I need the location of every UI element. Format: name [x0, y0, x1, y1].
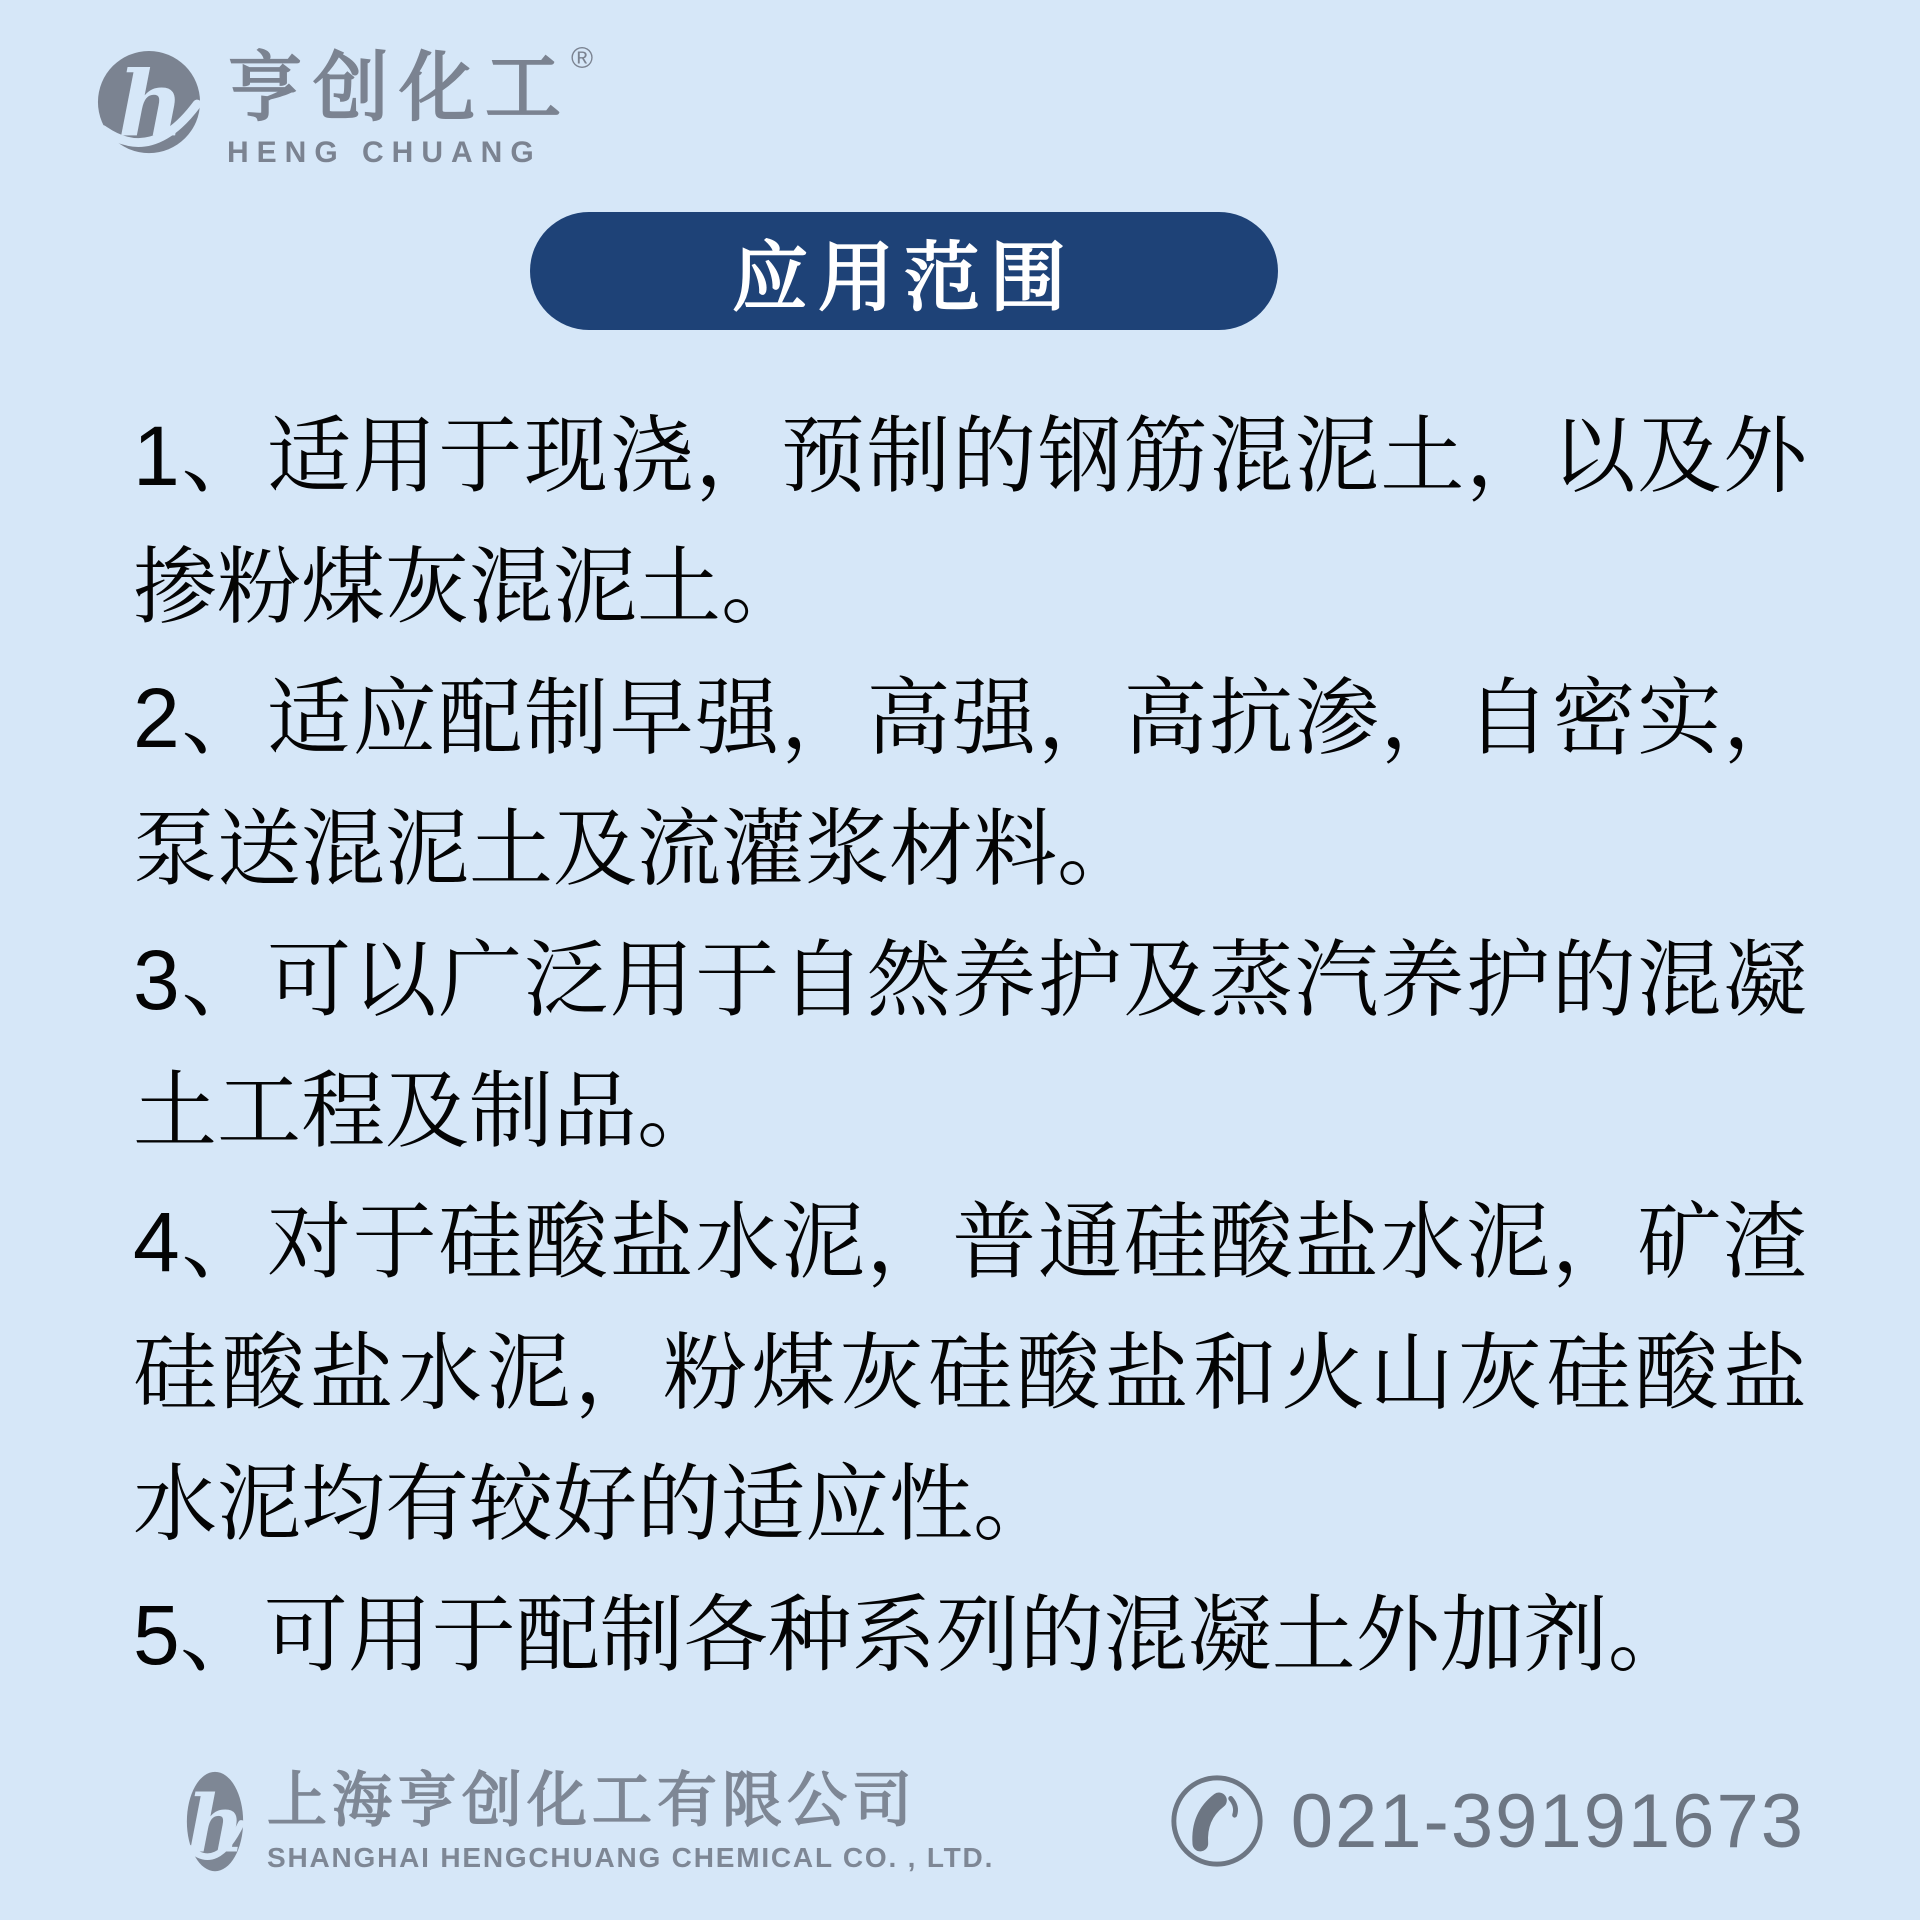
- brand-name-en: HENG CHUANG: [227, 135, 542, 169]
- header-brand: [95, 42, 594, 170]
- logo-letter: h: [118, 51, 184, 158]
- application-list: [133, 391, 1807, 1701]
- section-title-banner: [530, 212, 1278, 330]
- company-name-cn: 上海亨创化工有限公司: [267, 1766, 917, 1836]
- phone-number: 021-39191673: [1290, 1778, 1805, 1864]
- brand-text-block: [227, 42, 594, 170]
- list-item: 2、适应配制早强，高强，高抗渗，自密实，泵送混泥土及流灌浆材料。: [133, 671, 1807, 896]
- list-item: 5、可用于配制各种系列的混凝土外加剂。: [133, 1588, 1692, 1682]
- brand-name-cn: 亨创化工: [227, 43, 571, 132]
- footer: [185, 1768, 1805, 1874]
- logo-letter: h: [187, 1777, 245, 1870]
- company-logo-icon: [185, 1769, 245, 1874]
- list-item: 4、对于硅酸盐水泥，普通硅酸盐水泥，矿渣硅酸盐水泥，粉煤灰硅酸盐和火山灰硅酸盐水泥均有较好的适应性。: [133, 1195, 1807, 1551]
- hengchuang-logo-icon: [95, 48, 203, 160]
- phone-icon: [1167, 1771, 1267, 1871]
- footer-phone-block: [1167, 1771, 1805, 1871]
- company-name-en: SHANGHAI HENGCHUANG CHEMICAL CO. , LTD.: [267, 1842, 995, 1873]
- footer-company-block: [185, 1768, 994, 1874]
- list-item: 1、适用于现浇，预制的钢筋混泥土，以及外掺粉煤灰混泥土。: [133, 409, 1807, 634]
- list-item: 3、可以广泛用于自然养护及蒸汽养护的混凝土工程及制品。: [133, 933, 1807, 1158]
- registered-trademark-icon: ®: [571, 42, 594, 75]
- section-title: 应用范围: [732, 235, 1076, 321]
